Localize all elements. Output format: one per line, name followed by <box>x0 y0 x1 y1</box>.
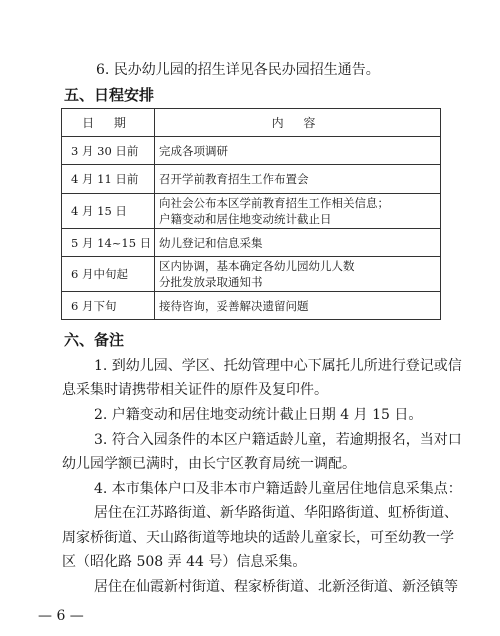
schedule-header-row <box>62 109 441 137</box>
row-date: 4 月 15 日 <box>62 194 155 229</box>
note-4-line-3: 周家桥街道、天山路街道等地块的适龄儿童家长，可至幼教一学 <box>62 530 454 546</box>
row-content-line: 完成各项调研 <box>159 143 228 158</box>
table-row <box>62 229 441 257</box>
row-date: 5 月 14~15 日 <box>62 229 155 257</box>
header-content: 内 容 <box>155 109 441 137</box>
item-6-text: 6. 民办幼儿园的招生详见各民办园招生通告。 <box>96 62 380 78</box>
note-4-line-2: 居住在江苏路街道、新华路街道、华阳路街道、虹桥街道、 <box>94 505 458 521</box>
note-1-line-1: 1. 到幼儿园、学区、托幼管理中心下属托儿所进行登记或信 <box>94 358 462 374</box>
row-content <box>155 165 441 194</box>
row-date: 6 月中旬起 <box>62 257 155 292</box>
row-content-line: 向社会公布本区学前教育招生工作相关信息； <box>159 196 389 210</box>
note-3-line-2: 幼儿园学额已满时，由长宁区教育局统一调配。 <box>62 456 356 472</box>
row-content <box>155 137 441 165</box>
row-content <box>155 257 441 292</box>
note-2-text: 2. 户籍变动和居住地变动统计截止日期 4 月 15 日。 <box>94 407 423 423</box>
section-5-heading: 五、日程安排 <box>64 86 155 104</box>
note-3-line-1: 3. 符合入园条件的本区户籍适龄儿童，若逾期报名，当对口 <box>94 432 462 448</box>
row-content-line: 幼儿登记和信息采集 <box>159 235 263 250</box>
table-row <box>62 165 441 194</box>
table-row <box>62 257 441 292</box>
schedule-table <box>61 108 441 320</box>
row-content-line: 区内协调，基本确定各幼儿园幼儿人数 <box>159 259 355 273</box>
header-date: 日 期 <box>62 109 155 137</box>
note-4-line-1: 4. 本市集体户口及非本市户籍适龄儿童居住地信息采集点： <box>94 481 462 497</box>
row-content <box>155 194 441 229</box>
table-row <box>62 292 441 320</box>
row-content-line: 接待咨询，妥善解决遗留问题 <box>159 298 309 313</box>
table-row <box>62 194 441 229</box>
row-date: 6 月下旬 <box>62 292 155 320</box>
row-date: 4 月 11 日前 <box>62 165 155 194</box>
row-date: 3 月 30 日前 <box>62 137 155 165</box>
note-4-line-5: 居住在仙霞新村街道、程家桥街道、北新泾街道、新泾镇等 <box>94 579 458 595</box>
row-content <box>155 292 441 320</box>
row-content-line: 召开学前教育招生工作布置会 <box>159 172 309 186</box>
table-row <box>62 137 441 165</box>
row-content <box>155 229 441 257</box>
row-content-line: 分批发放录取通知书 <box>159 275 263 289</box>
row-content-line: 户籍变动和居住地变动统计截止日 <box>159 212 332 226</box>
note-4-line-4: 区（昭化路 508 弄 44 号）信息采集。 <box>62 554 307 570</box>
page-number: — 6 — <box>38 608 84 624</box>
section-6-heading: 六、备注 <box>64 331 125 349</box>
note-1-line-2: 息采集时请携带相关证件的原件及复印件。 <box>62 382 328 398</box>
